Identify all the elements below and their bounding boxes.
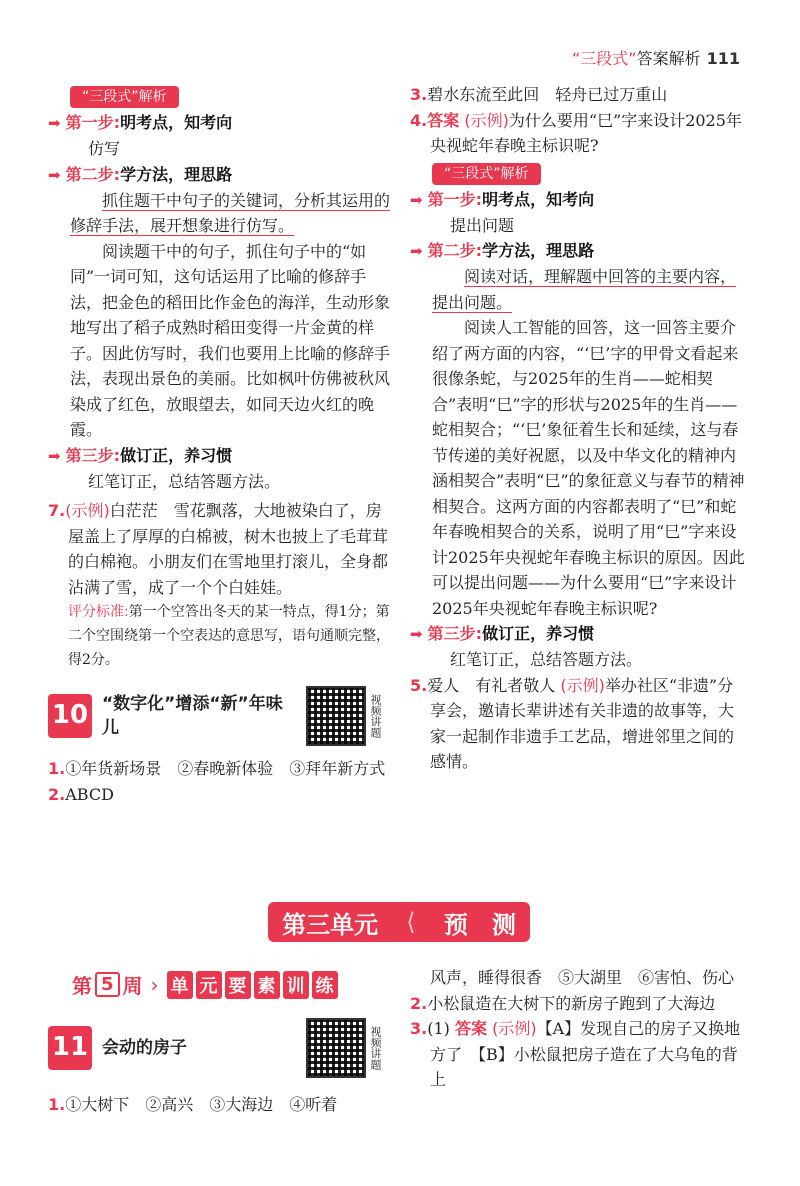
page-number: 111 [706, 49, 740, 68]
question-5: 5.爱人 有礼者敬人 (示例)举办社区“非遗”分享会，邀请长辈讲述有关非遗的故事等，大家一起制作非遗手工艺品，增进邻里之间的感情。 [410, 675, 735, 771]
left-column [48, 82, 393, 807]
section-number: 11 [48, 1026, 92, 1070]
week-char: 元 [196, 971, 222, 999]
analysis-pill: “三段式”解析 [70, 86, 179, 108]
step-3-body: 红笔订正，总结答题方法。 [88, 471, 281, 491]
step-1-body: 仿写 [88, 139, 121, 158]
arrow-icon: ➡ [48, 114, 61, 132]
step-3-body: 红笔订正，总结答题方法。 [450, 650, 643, 669]
question-3: 3.碧水东流至此回 轻舟已过万重山 [410, 85, 668, 104]
step-3: ➡ 第三步:做订正，养习惯 [410, 624, 595, 643]
section-title: “数字化”增添“新”年味儿 [102, 694, 283, 738]
header-tag: “三段式” [571, 49, 637, 68]
step-3: ➡ 第三步:做订正，养习惯 [48, 445, 233, 465]
qr-label: 视频讲题 [369, 1026, 382, 1070]
question-3: 3.(1) 答案 (示例)【A】发现自己的房子又换地方了 【B】小松鼠把房子造在了大乌龟的背上 [410, 1019, 741, 1089]
question-2: 2.小松鼠造在大树下的新房子跑到了大海边 [410, 993, 716, 1013]
qr-code-icon[interactable] [306, 686, 366, 746]
qr-code-icon[interactable] [306, 1018, 366, 1078]
week-char: 要 [225, 971, 251, 999]
step-2-analysis: 阅读人工智能的回答，这一回答主要介绍了两方面的内容，“‘巳’字的甲骨文看起来很像条蛇，与2025年的生肖——蛇相契合”表明“巳”字的形状与2025年的生肖——蛇相契合；“‘巳’象征着生长和延续，这与春节传递的美好祝愿，以及中华文化的精神内涵相契合”表明“巳”的象征意义与春节的精神相契合。这两方面的内容都表明了“巳”和蛇年春晚相契合的关系，说明了用“巳”字来设计2025年央视蛇年春晚主标识的原因。因此可以提出问题——为什么要用“巳”字来设计2025年央视蛇年春晚主标识呢? [432, 318, 745, 618]
week-banner: 第 5 周 › 单 元 要 素 训 练 [72, 970, 341, 999]
step-2-method: 阅读对话，理解题中回答的主要内容，提出问题。 [432, 267, 737, 312]
section-number: 10 [48, 694, 92, 738]
answer-continued: 风声，睡得很香 ⑤大湖里 ⑥害怕、伤心 [430, 968, 735, 987]
week-char: 练 [312, 971, 338, 999]
unit-title: 第三单元 [282, 910, 379, 939]
unit-banner [268, 902, 530, 942]
week-char: 素 [254, 971, 280, 999]
week-char: 训 [283, 971, 309, 999]
step-2-analysis: 阅读题干中的句子，抓住句子中的“如同”一词可知，这句话运用了比喻的修辞手法，把金色的稻田比作金色的海洋，生动形象地写出了稻子成熟时稻田变得一片金黄的样子。因此仿写时，我们也要用上比喻的修辞手法，表现出景色的美丽。比如枫叶仿佛被秋风染成了红色，放眼望去，如同天边火红的晚霞。 [70, 241, 391, 439]
header-label: 答案解析 [636, 49, 701, 68]
unit-subtitle: 预 测 [443, 910, 516, 939]
arrow-icon: ➡ [410, 242, 423, 260]
arrow-icon: ➡ [410, 625, 423, 643]
chevron-right-icon: › [150, 972, 159, 997]
step-1-body: 提出问题 [450, 215, 515, 235]
step-2: ➡ 第二步:学方法，理思路 [48, 164, 233, 184]
arrow-icon: ➡ [410, 190, 423, 209]
step-1: ➡ 第一步:明考点，知考向 [48, 113, 233, 132]
arrow-icon: ➡ [48, 446, 61, 465]
section-title: 会动的房子 [102, 1038, 187, 1058]
section-10-header [48, 686, 393, 746]
step-1: ➡ 第一步:明考点，知考向 [410, 189, 595, 209]
section-11-header [48, 1018, 393, 1078]
question-1: 1.①年货新场景 ②春晚新体验 ③拜年新方式 [48, 759, 386, 778]
question-7: 7.(示例)白茫茫 雪花飘落，大地被染白了，房屋盖上了厚厚的白棉被，树木也披上了毛茸茸的白棉袍。小朋友们在雪地里打滚儿，全身都沾满了雪，成了一个个白娃娃。 [48, 501, 389, 597]
page-header [572, 46, 740, 69]
question-2: 2.ABCD [48, 784, 114, 804]
right-column [410, 82, 745, 775]
question-4: 4.答案 (示例)为什么要用“巳”字来设计2025年央视蛇年春晚主标识呢? [410, 110, 742, 155]
qr-label: 视频讲题 [369, 694, 382, 738]
bottom-left-column [48, 1018, 393, 1118]
week-char: 单 [167, 971, 193, 999]
scoring-criteria: 评分标准:第一个空答出冬天的某一特点，得1分；第二个空围绕第一个空表达的意思写，语句通顺完整，得2分。 [68, 604, 390, 668]
analysis-pill: “三段式”解析 [432, 163, 541, 185]
step-2-method: 抓住题干中句子的关键词，分析其运用的修辞手法，展开想象进行仿写。 [70, 190, 391, 235]
arrow-icon: ➡ [48, 165, 61, 184]
step-2: ➡ 第二步:学方法，理思路 [410, 241, 595, 260]
question-1: 1.①大树下 ②高兴 ③大海边 ④听着 [48, 1095, 338, 1114]
banner-divider: ⟨ [406, 908, 416, 936]
week-number: 5 [95, 972, 120, 997]
bottom-right-column [410, 965, 745, 1093]
